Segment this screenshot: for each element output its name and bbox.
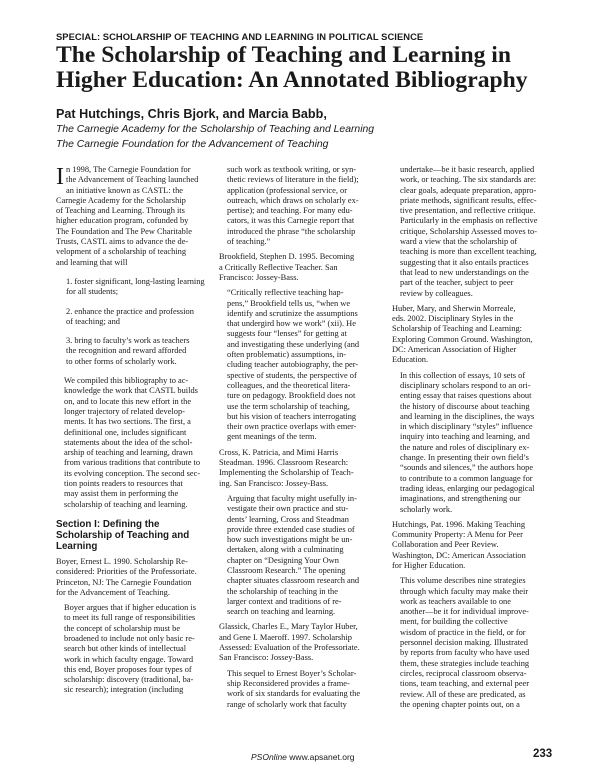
text-line: priate methods, significant results, effec- bbox=[400, 195, 537, 205]
text-line: provide three extended case studies of bbox=[227, 524, 355, 534]
text-line: chapter on “Designing Your Own bbox=[227, 555, 339, 565]
text-line: of teaching; and bbox=[66, 316, 120, 326]
text-line: velopment of a scholarship of teaching bbox=[56, 247, 187, 257]
text-line: review by colleagues. bbox=[400, 288, 473, 298]
text-line: work as teachers available to one bbox=[400, 596, 511, 606]
text-line: ture on pedagogy. Brookfield does not bbox=[227, 391, 356, 401]
text-line: of teaching.” bbox=[227, 237, 271, 247]
text-line: Scholarship of Teaching and bbox=[56, 529, 190, 541]
affiliation: The Carnegie Academy for the Scholarship of Teaching and Learning bbox=[56, 124, 375, 135]
text-line: to meet its full range of responsibilities bbox=[64, 613, 196, 623]
text-line: by reports from faculty who have used bbox=[400, 648, 530, 658]
text-line: such work as textbook writing, or syn- bbox=[227, 165, 357, 174]
text-line: Assessed: Evaluation of the Professoriate. bbox=[219, 643, 360, 653]
text-line: knowledge the work that CASTL builds bbox=[64, 386, 198, 396]
article-title bbox=[56, 43, 576, 93]
text-line: the concept of scholarship must be bbox=[64, 623, 181, 633]
text-line: but his vision of teachers interrogating bbox=[227, 411, 357, 421]
text-line: Classroom Research.” The opening bbox=[227, 565, 346, 575]
paragraph bbox=[56, 376, 208, 510]
text-line: n 1998, The Carnegie Foundation for bbox=[66, 165, 191, 174]
text-line: longer trajectory of related develop- bbox=[64, 406, 185, 416]
annotation bbox=[219, 165, 382, 247]
text-line: for Higher Education. bbox=[392, 560, 466, 570]
text-line: from various traditions that contribute to bbox=[64, 458, 201, 468]
text-line: Glassick, Charles E., Mary Taylor Huber, bbox=[219, 622, 358, 632]
text-line: change. In presenting their own field’s bbox=[400, 453, 529, 463]
text-line: DC: American Association of Higher bbox=[392, 345, 517, 355]
annotation bbox=[219, 494, 382, 618]
annotation bbox=[392, 576, 555, 710]
text-line: personnel decision making. Illustrated bbox=[400, 638, 528, 648]
text-line: how such investigations might be un- bbox=[227, 535, 353, 545]
text-line: Brookfield, Stephen D. 1995. Becoming bbox=[219, 252, 355, 262]
text-line: tions, team teaching, and external peer bbox=[400, 679, 530, 689]
text-line: arship of teaching and learning, drawn bbox=[64, 448, 193, 458]
text-line: dents’ learning, Cross and Steadman bbox=[227, 514, 349, 524]
text-line: Trusts, CASTL aims to advance the de- bbox=[56, 237, 189, 247]
text-line: Arguing that faculty might usefully in- bbox=[227, 493, 357, 503]
text-line: ments. It has two sections. The first, a bbox=[64, 417, 191, 427]
intro-paragraph bbox=[56, 165, 208, 268]
text-line: Boyer argues that if higher education is bbox=[64, 603, 196, 613]
text-line: pens,” Brookfield tells us, “when we bbox=[227, 298, 351, 308]
text-line: this end, Boyer proposes four types of bbox=[64, 664, 192, 674]
text-line: scholarship of teaching and learning. bbox=[64, 499, 188, 509]
text-line: gent meanings of the term. bbox=[227, 432, 317, 442]
text-line: definitional one, includes significant bbox=[64, 427, 187, 437]
text-line: broadened to include not only basic re- bbox=[64, 633, 195, 643]
text-line: and Gene I. Maeroff. 1997. Scholarship bbox=[219, 632, 352, 642]
text-line: pertise); and teaching. For many edu- bbox=[227, 206, 353, 216]
section-heading bbox=[56, 519, 208, 552]
text-line: that undergird how we work” (xii). He bbox=[227, 319, 356, 329]
text-line: scholarly work. bbox=[400, 504, 453, 514]
title-line: The Scholarship of Teaching and Learning in bbox=[56, 42, 511, 68]
text-line: vestigate their own practice and stu- bbox=[227, 504, 349, 514]
text-line: This volume describes nine strategies bbox=[400, 576, 526, 586]
text-line: Collaboration and Peer Review. bbox=[392, 540, 499, 550]
text-line: The Foundation and The Pew Charitable bbox=[56, 226, 192, 236]
text-line: introduced the phrase “the scholarship bbox=[227, 226, 356, 236]
list-item bbox=[56, 277, 208, 298]
citation bbox=[219, 252, 382, 283]
text-line: Community Property: A Menu for Peer bbox=[392, 530, 523, 540]
text-line: that lead to new understandings on the bbox=[400, 267, 529, 277]
text-line: the Advancement of Teaching launched bbox=[66, 175, 199, 185]
text-line: Boyer, Ernest L. 1990. Scholarship Re- bbox=[56, 556, 188, 566]
annotation bbox=[219, 669, 382, 710]
citation bbox=[219, 448, 382, 489]
annotation bbox=[219, 288, 382, 442]
text-line: scholarship: discovery (traditional, ba- bbox=[64, 675, 194, 685]
text-line: on, and to locate this new effort in the bbox=[64, 396, 192, 406]
text-line: chapter situates classroom research and bbox=[227, 576, 360, 586]
text-column-1 bbox=[56, 165, 208, 696]
text-line: Scholarship of Teaching and Learning: bbox=[392, 324, 522, 334]
text-line: suggesting that it also entails practices bbox=[400, 257, 529, 267]
text-line: trading ideas, enlarging our pedagogical bbox=[400, 483, 535, 493]
text-line: in which disciplinary “styles” influence bbox=[400, 422, 533, 432]
text-line: to contribute to a common language for bbox=[400, 473, 533, 483]
text-line: suggests four “lenses” for getting at bbox=[227, 329, 347, 339]
annotation bbox=[56, 603, 208, 696]
citation bbox=[392, 304, 555, 366]
text-line: and investigating these underlying (and bbox=[227, 339, 360, 349]
text-line: an initiative known as CASTL: the bbox=[66, 185, 184, 195]
text-line: Cross, K. Patricia, and Mimi Harris bbox=[219, 447, 339, 457]
text-line: and learning that will bbox=[56, 257, 128, 267]
annotation bbox=[392, 371, 555, 515]
text-line: considered: Priorities of the Professoriate. bbox=[56, 567, 197, 577]
text-line: sic research); integration (including bbox=[64, 685, 184, 695]
text-line: Steadman. 1996. Classroom Research: bbox=[219, 458, 349, 468]
text-line: larger context and traditions of re- bbox=[227, 596, 342, 606]
text-line: Princeton, NJ: The Carnegie Foundation bbox=[56, 577, 192, 587]
journal-site: www.apsanet.org bbox=[289, 752, 355, 762]
footer-journal bbox=[251, 752, 355, 762]
text-line: may assist them in performing the bbox=[64, 489, 179, 499]
text-line: ship Reconsidered provides a frame- bbox=[227, 678, 350, 688]
text-line: 2. enhance the practice and profession bbox=[66, 306, 194, 316]
text-line: tion points readers to resources that bbox=[64, 479, 183, 489]
text-line: the opening chapter points out, on a bbox=[400, 699, 520, 709]
text-line: its evolving conception. The second sec- bbox=[64, 468, 201, 478]
text-line: and learning in the disciplines, the ways bbox=[400, 411, 535, 421]
text-line: statements about the idea of the schol- bbox=[64, 437, 193, 447]
drop-cap: I bbox=[56, 164, 64, 190]
text-line: disciplinary scholars respond to an ori- bbox=[400, 380, 531, 390]
page-number: 233 bbox=[533, 748, 553, 760]
text-line: San Francisco: Jossey-Bass. bbox=[219, 653, 314, 663]
text-line: “sounds and silences,” the authors hope bbox=[400, 463, 534, 473]
text-line: undertake—be it basic research, applied bbox=[400, 165, 535, 174]
text-line: work of six standards for evaluating the bbox=[227, 689, 361, 699]
text-line: through which faculty may make their bbox=[400, 586, 529, 596]
text-line: Hutchings, Pat. 1996. Making Teaching bbox=[392, 519, 526, 529]
text-line: eds. 2002. Disciplinary Styles in the bbox=[392, 314, 514, 324]
author-list: Pat Hutchings, Chris Bjork, and Marcia Babb, bbox=[56, 107, 327, 121]
annotation bbox=[392, 165, 555, 299]
text-line: 3. bring to faculty’s work as teachers bbox=[66, 336, 190, 346]
text-line: Francisco: Jossey-Bass. bbox=[219, 272, 299, 282]
text-line: This sequel to Ernest Boyer’s Scholar- bbox=[227, 668, 357, 678]
text-line: higher education program, cofunded by bbox=[56, 216, 189, 226]
text-line: spective of students, the perspective of bbox=[227, 370, 357, 380]
text-line: range of scholarly work that faculty bbox=[227, 699, 347, 709]
text-line: the recognition and reward afforded bbox=[66, 346, 187, 356]
text-line: “Critically reflective teaching hap- bbox=[227, 288, 344, 298]
text-line: work, or teaching. The six standards are: bbox=[400, 175, 537, 185]
text-line: 1. foster significant, long-lasting learning bbox=[66, 276, 205, 286]
citation bbox=[392, 520, 555, 571]
text-line: identify and scrutinize the assumptions bbox=[227, 308, 358, 318]
text-line: the scholarship of teaching in the bbox=[227, 586, 338, 596]
section-label: SPECIAL: SCHOLARSHIP OF TEACHING AND LEARNING IN POLITICAL SCIENCE bbox=[56, 31, 424, 42]
text-line: application (professional service, or bbox=[227, 185, 347, 195]
text-line: Exploring Common Ground. Washington, bbox=[392, 334, 533, 344]
text-line: Huber, Mary, and Sherwin Morreale, bbox=[392, 303, 516, 313]
text-line: Carnegie Academy for the Scholarship bbox=[56, 195, 186, 205]
text-line: In this collection of essays, 10 sets of bbox=[400, 370, 526, 380]
citation bbox=[56, 557, 208, 598]
text-line: imaginations, and strengthening our bbox=[400, 494, 521, 504]
text-line: outreach, which draws on scholarly ex- bbox=[227, 195, 359, 205]
text-line: enting essay that raises questions about bbox=[400, 391, 532, 401]
text-line: thetic reviews of literature in the field); bbox=[227, 175, 359, 185]
list-item bbox=[56, 336, 208, 367]
text-line: tive presentation, and reflective critique. bbox=[400, 206, 536, 216]
text-line: often problematic) assumptions, in- bbox=[227, 350, 347, 360]
text-line: use the term scholarship of teaching, bbox=[227, 401, 350, 411]
text-line: to other forms of scholarly work. bbox=[66, 356, 177, 366]
text-line: We compiled this bibliography to ac- bbox=[64, 376, 189, 386]
text-line: the history of discourse about teaching bbox=[400, 401, 530, 411]
text-line: search on teaching and learning. bbox=[227, 607, 336, 617]
text-line: cators, it was this Carnegie report that bbox=[227, 216, 355, 226]
text-line: Education. bbox=[392, 355, 429, 365]
journal-name: PSOnline bbox=[251, 752, 287, 762]
text-column-3 bbox=[392, 165, 555, 710]
text-line: critique, Scholarship Assessed moves to- bbox=[400, 226, 538, 236]
text-line: Washington, DC: American Association bbox=[392, 550, 526, 560]
text-column-2 bbox=[219, 165, 382, 710]
text-line: their own practice overlaps with emer- bbox=[227, 422, 357, 432]
text-line: cluding teacher autobiography, the per- bbox=[227, 360, 359, 370]
text-line: wisdom of practice in the field, or for bbox=[400, 627, 526, 637]
text-line: of Teaching and Learning. Through its bbox=[56, 206, 185, 216]
text-line: Learning bbox=[56, 540, 98, 552]
text-line: the nature and roles of disciplinary ex- bbox=[400, 442, 530, 452]
text-line: Section I: Defining the bbox=[56, 518, 160, 530]
text-line: them, these strategies include teaching bbox=[400, 658, 530, 668]
text-line: clear goals, adequate preparation, appro- bbox=[400, 185, 537, 195]
text-line: Particularly in the emphasis on reflective bbox=[400, 216, 538, 226]
text-line: colleagues, and the theoretical litera- bbox=[227, 380, 351, 390]
text-line: for all students; bbox=[66, 287, 119, 297]
citation bbox=[219, 622, 382, 663]
text-line: inquiry into teaching and learning, and bbox=[400, 432, 530, 442]
text-line: ing. San Francisco: Jossey-Bass. bbox=[219, 478, 329, 488]
text-line: search but other kinds of intellectual bbox=[64, 644, 187, 654]
text-line: ward a view that the scholarship of bbox=[400, 237, 518, 247]
text-line: for the Advancement of Teaching. bbox=[56, 587, 170, 597]
text-line: dertaken, along with a culminating bbox=[227, 545, 344, 555]
text-line: Implementing the Scholarship of Teach- bbox=[219, 468, 354, 478]
text-line: work in which faculty engage. Toward bbox=[64, 654, 194, 664]
affiliation: The Carnegie Foundation for the Advancement of Teaching bbox=[56, 139, 329, 150]
list-item bbox=[56, 307, 208, 328]
text-line: circles, reciprocal classroom observa- bbox=[400, 668, 527, 678]
text-line: ment, for building the collective bbox=[400, 617, 508, 627]
text-line: part of the teacher, subject to peer bbox=[400, 278, 514, 288]
text-line: another—be it for individual improve- bbox=[400, 607, 529, 617]
text-line: review. All of these are predicated, as bbox=[400, 689, 526, 699]
title-line: Higher Education: An Annotated Bibliography bbox=[56, 67, 528, 93]
text-line: a Critically Reflective Teacher. San bbox=[219, 262, 338, 272]
text-line: teaching is more than excellent teaching, bbox=[400, 247, 537, 257]
